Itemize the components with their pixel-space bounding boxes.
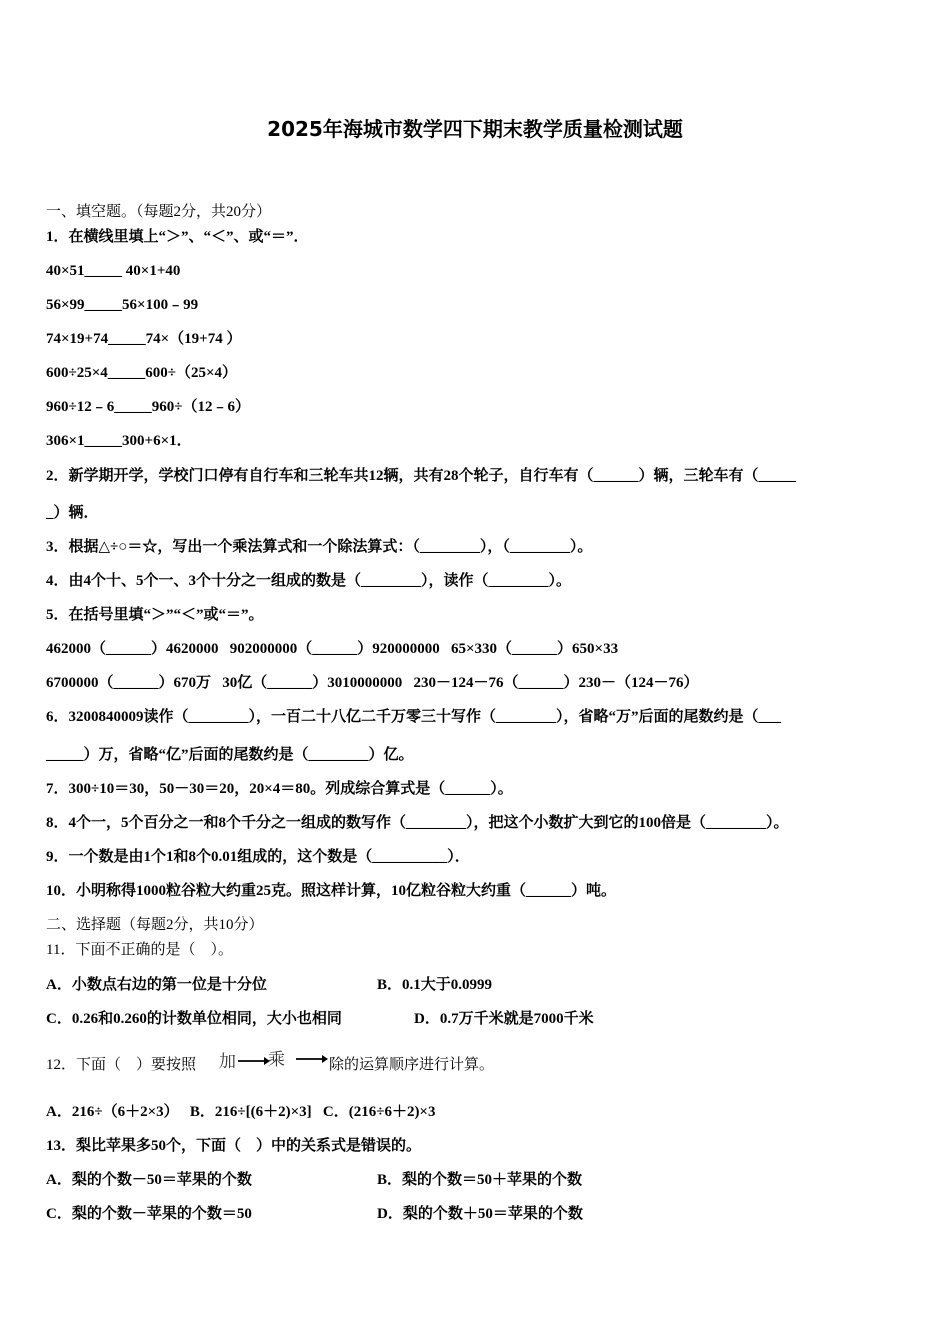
question-12-stem-start: 12．下面（ ）要按照 bbox=[46, 1057, 197, 1073]
question-11-stem: 11．下面不正确的是（ ）。 bbox=[46, 942, 233, 958]
question-5-row-2: 6700000（______）670万 30亿（______）3010000000 230－124－76（______）230－（124－76） bbox=[46, 675, 699, 691]
question-11-option-b: B．0.1大于0.0999 bbox=[377, 977, 493, 993]
flow-step-multiply: 乘 bbox=[268, 1050, 285, 1070]
question-9: 9．一个数是由1个1和8个0.01组成的，这个数是（__________）． bbox=[46, 849, 470, 865]
question-1-row: 40×51_____ 40×1+40 bbox=[46, 263, 181, 279]
question-13-option-a: A．梨的个数－50＝苹果的个数 bbox=[46, 1172, 252, 1188]
question-1-row: 960÷12﹣6_____960÷（12﹣6） bbox=[46, 399, 250, 415]
question-11-option-a: A．小数点右边的第一位是十分位 bbox=[46, 977, 267, 993]
question-5-stem: 5．在括号里填“＞”“＜”或“＝”。 bbox=[46, 607, 264, 623]
question-6-line-1: 6．3200840009读作（________），一百二十八亿二千万零三十写作（________），省略“万”后面的尾数约是（___ bbox=[46, 709, 782, 725]
question-13-stem: 13．梨比苹果多50个，下面（ ）中的关系式是错误的。 bbox=[46, 1138, 422, 1154]
section-heading-fill-blank: 一、填空题。（每题2分，共20分） bbox=[46, 204, 272, 220]
question-7: 7．300÷10＝30，50－30＝20，20×4＝80。列成综合算式是（______）。 bbox=[46, 781, 513, 797]
section-heading-multiple-choice: 二、选择题（每题2分，共10分） bbox=[46, 917, 264, 933]
question-2-line-2: _）辆． bbox=[46, 505, 99, 521]
question-5-row-1: 462000（______）4620000 902000000（______）920000000 65×330（______）650×33 bbox=[46, 641, 619, 657]
question-13-option-b: B．梨的个数＝50＋苹果的个数 bbox=[377, 1172, 583, 1188]
operation-order-diagram bbox=[218, 1050, 328, 1076]
question-1-row: 600÷25×4_____600÷（25×4） bbox=[46, 365, 238, 381]
question-13-option-d: D．梨的个数＋50＝苹果的个数 bbox=[377, 1206, 583, 1222]
flow-step-add: 加 bbox=[219, 1052, 236, 1072]
question-11-option-c: C．0.26和0.260的计数单位相同，大小也相同 bbox=[46, 1011, 342, 1027]
arrow-head-icon bbox=[322, 1055, 328, 1063]
question-3: 3．根据△÷○＝☆，写出一个乘法算式和一个除法算式：（________），（________）。 bbox=[46, 539, 593, 555]
question-13-option-c: C．梨的个数－苹果的个数＝50 bbox=[46, 1206, 252, 1222]
question-1-row: 56×99_____56×100﹣99 bbox=[46, 297, 199, 313]
question-2-line-1: 2．新学期开学，学校门口停有自行车和三轮车共12辆，共有28个轮子，自行车有（______）辆，三轮车有（_____ bbox=[46, 468, 797, 484]
question-12-stem-end: 除的运算顺序进行计算。 bbox=[329, 1057, 495, 1073]
question-1-stem: 1．在横线里填上“＞”、“＜”、或“＝”． bbox=[46, 229, 309, 245]
question-8: 8．4个一，5个百分之一和8个千分之一组成的数写作（________），把这个小数扩大到它的100倍是（________）。 bbox=[46, 815, 789, 831]
question-1-row: 306×1_____300+6×1． bbox=[46, 433, 192, 449]
question-11-option-d: D．0.7万千米就是7000千米 bbox=[414, 1011, 594, 1027]
question-6-line-2: _____）万，省略“亿”后面的尾数约是（________）亿。 bbox=[46, 747, 414, 763]
question-12-options: A．216÷（6＋2×3） B．216÷[(6＋2)×3] C．(216÷6＋2)×3 bbox=[46, 1104, 436, 1120]
question-1-row: 74×19+74_____74×（19+74 ） bbox=[46, 331, 242, 347]
page-title: 2025年海城市数学四下期末教学质量检测试题 bbox=[267, 117, 683, 141]
question-10: 10．小明称得1000粒谷粒大约重25克。照这样计算，10亿粒谷粒大约重（______）吨。 bbox=[46, 883, 617, 899]
question-4: 4．由4个十、5个一、3个十分之一组成的数是（________），读作（________）。 bbox=[46, 573, 572, 589]
